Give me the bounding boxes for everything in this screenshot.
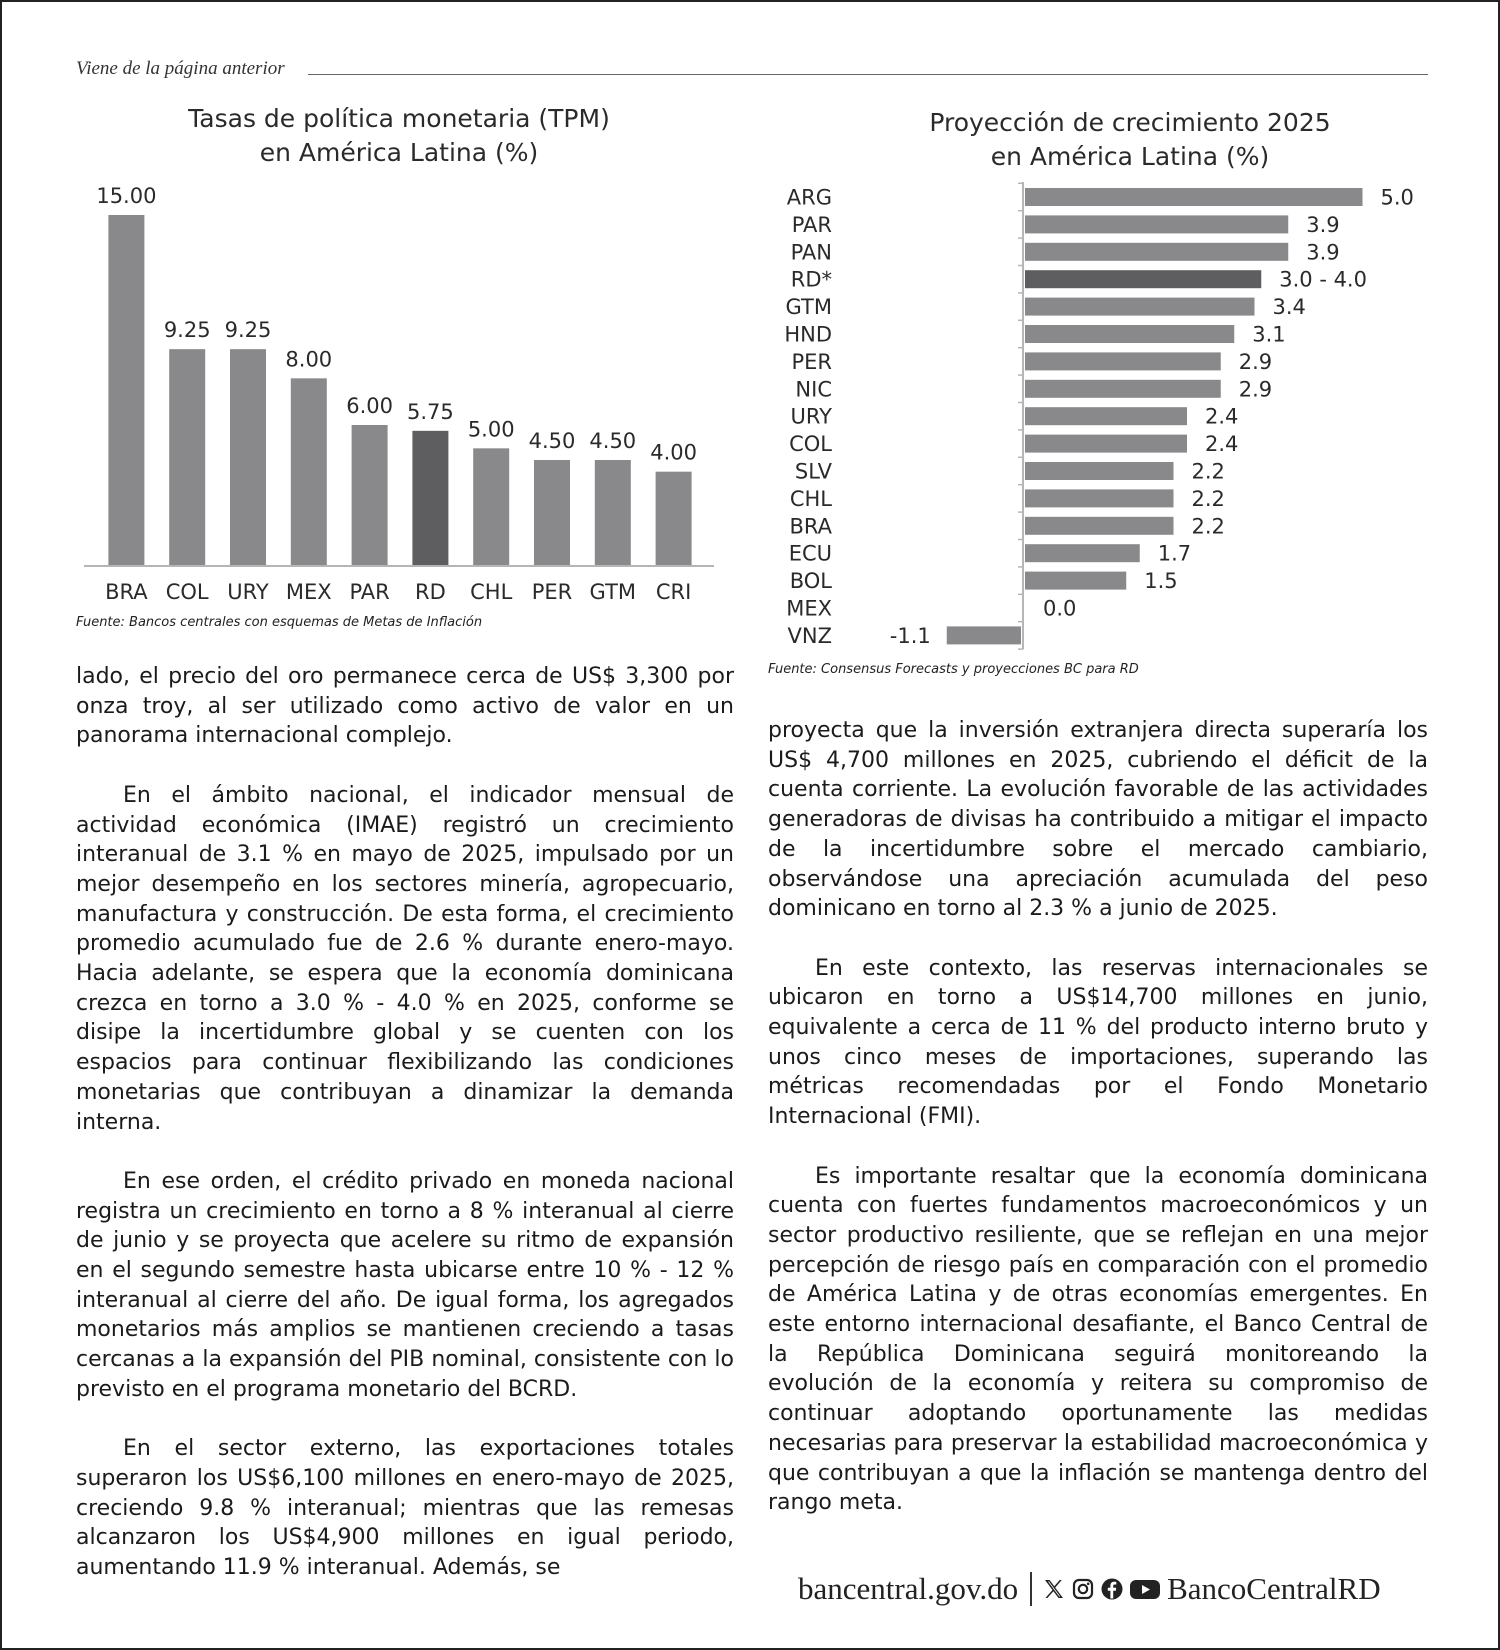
tick-label-rd: RD — [415, 580, 446, 604]
left-chart-title-line2: en América Latina (%) — [259, 138, 539, 167]
bar-label-mex: 8.00 — [285, 347, 333, 372]
bar-nic — [1025, 380, 1221, 398]
category-label-rd: RD* — [790, 267, 832, 292]
category-label-arg: ARG — [786, 185, 832, 210]
category-label-pan: PAN — [790, 240, 832, 265]
right-paragraph-2: En este contexto, las reservas internacionales se ubicaron en torno a US$14,700 millones en junio, equivalente a cerca de 11 % del producto interno bruto y unos cinco meses de importaciones, superando las métricas recomendadas por el Fondo Monetario Internacional (FMI). — [768, 955, 1428, 1130]
growth-projection-chart — [762, 180, 1452, 652]
category-label-par: PAR — [791, 212, 832, 237]
bar-chl — [1025, 489, 1174, 507]
bar-label-chl: 5.00 — [467, 417, 515, 442]
social-icons — [1042, 1577, 1161, 1601]
category-label-vnz: VNZ — [787, 623, 832, 648]
bar-label-per: 4.50 — [528, 429, 576, 453]
bar-label-ury: 2.4 — [1205, 404, 1239, 429]
bar-label-per: 2.9 — [1238, 349, 1273, 374]
bar-cri — [656, 472, 692, 565]
left-chart-title-line1: Tasas de política monetaria (TPM) — [188, 104, 610, 133]
policy-rate-chart — [74, 177, 734, 617]
category-label-chl: CHL — [789, 486, 832, 511]
bar-gtm — [595, 460, 631, 565]
bar-label-rd: 5.75 — [407, 399, 454, 424]
tick-label-mex: MEX — [285, 580, 332, 604]
bar-col — [1025, 435, 1187, 453]
category-label-mex: MEX — [786, 596, 832, 621]
facebook-icon[interactable] — [1100, 1577, 1124, 1601]
bar-label-slv: 2.2 — [1191, 459, 1225, 484]
tick-label-par: PAR — [349, 580, 390, 604]
page-footer — [798, 1567, 1398, 1611]
header-rule — [308, 74, 1428, 75]
left-chart-source: Fuente: Bancos centrales con esquemas de Metas de Inflación — [76, 615, 483, 630]
page-header — [76, 56, 1428, 86]
bar-rd — [1025, 270, 1261, 288]
tick-label-col: COL — [165, 580, 209, 604]
website-link[interactable]: bancentral.gov.do — [798, 1571, 1019, 1606]
tick-label-per: PER — [531, 580, 573, 604]
bar-per — [534, 460, 570, 565]
right-paragraph-1: proyecta que la inversión extranjera directa superaría los US$ 4,700 millones en 2025, cubriendo el déficit de la cuenta corriente. La evolución favorable de las actividades generadoras de divisas ha contribuido a mitigar el impacto de la incertidumbre sobre el mercado cambiario, observándose una apreciación acumulada del peso dominicano en torno al 2.3 % a junio de 2025. — [768, 718, 1428, 922]
bar-par — [352, 425, 388, 565]
left-paragraph-1: lado, el precio del oro permanece cerca de US$ 3,300 por onza troy, al ser utilizado como activo de valor en un panorama internacional complejo. — [76, 664, 734, 749]
bar-label-par: 3.9 — [1306, 212, 1340, 237]
category-label-bra: BRA — [789, 514, 832, 539]
bar-ecu — [1025, 544, 1140, 562]
bar-label-arg: 5.0 — [1380, 185, 1414, 210]
left-paragraph-3: En ese orden, el crédito privado en moneda nacional registra un crecimiento en torno a 8 % interanual al cierre de junio y se proyecta que acelere su ritmo de expansión en el segundo semestre hasta ubicarse entre 10 % - 12 % interanual al cierre del año. De igual forma, los agregados monetarios más amplios se mantienen creciendo a tasas cercanas a la expansión del PIB nominal, consistente con lo previsto en el programa monetario del BCRD. — [76, 1168, 734, 1402]
category-label-bol: BOL — [789, 569, 832, 594]
bar-label-bol: 1.5 — [1144, 569, 1178, 594]
tick-label-chl: CHL — [470, 580, 513, 604]
bar-label-bra: 2.2 — [1191, 514, 1225, 539]
bar-label-gtm: 4.50 — [589, 429, 637, 453]
bar-arg — [1025, 188, 1363, 206]
right-chart-title-line2: en América Latina (%) — [990, 142, 1270, 171]
bar-par — [1025, 215, 1288, 233]
footer-divider — [1030, 1572, 1032, 1606]
bar-label-col: 2.4 — [1205, 432, 1239, 457]
bar-label-hnd: 3.1 — [1252, 322, 1286, 347]
tick-label-ury: URY — [227, 580, 269, 604]
bar-bra — [108, 215, 144, 565]
x-icon[interactable] — [1042, 1577, 1066, 1601]
bar-hnd — [1025, 325, 1234, 343]
category-label-hnd: HND — [784, 322, 832, 347]
bar-label-ecu: 1.7 — [1157, 541, 1192, 566]
bar-pan — [1025, 243, 1288, 261]
bar-slv — [1025, 462, 1174, 480]
bar-label-par: 6.00 — [346, 394, 393, 418]
bar-label-col: 9.25 — [163, 318, 211, 343]
bar-bol — [1025, 572, 1126, 590]
category-label-ury: URY — [790, 404, 832, 429]
bar-label-chl: 2.2 — [1191, 486, 1225, 511]
category-label-per: PER — [791, 349, 832, 374]
right-paragraph-3: Es importante resaltar que la economía dominicana cuenta con fuertes fundamentos macroeconómicos y un sector productivo resiliente, que se reflejan en una mejor percepción de riesgo país en comparación con el promedio de América Latina y de otras economías emergentes. En este entorno internacional desafiante, el Banco Central de la República Dominicana seguirá monitoreando la evolución de la economía y reitera su compromiso de continuar adoptando oportunamente las medidas necesarias para preservar la estabilidad macroeconómica y que contribuyan a que la inflación se mantenga dentro del rango meta. — [768, 1163, 1428, 1516]
bar-label-gtm: 3.4 — [1272, 295, 1306, 320]
bar-per — [1025, 352, 1221, 370]
category-label-col: COL — [789, 432, 832, 457]
left-text-column — [76, 662, 734, 1583]
bar-rd — [412, 431, 448, 565]
youtube-icon[interactable] — [1129, 1577, 1161, 1601]
category-label-nic: NIC — [795, 377, 832, 402]
left-chart-title — [74, 102, 724, 170]
category-label-slv: SLV — [794, 459, 832, 484]
bar-ury — [230, 349, 266, 565]
bar-vnz — [947, 626, 1021, 644]
bar-label-bra: 15.00 — [96, 184, 157, 208]
bar-label-nic: 2.9 — [1238, 377, 1273, 402]
right-chart-title-line1: Proyección de crecimiento 2025 — [929, 108, 1331, 137]
left-paragraph-2: En el ámbito nacional, el indicador mensual de actividad económica (IMAE) registró un crecimiento interanual de 3.1 % en mayo de 2025, impulsado por un mejor desempeño en los sectores minería, agropecuario, manufactura y construcción. De esta forma, el crecimiento promedio acumulado fue de 2.6 % durante enero-mayo. Hacia adelante, se espera que la economía dominicana crezca en torno a 3.0 % - 4.0 % en 2025, conforme se disipe la incertidumbre global y se cuenten con los espacios para continuar flexibilizando las condiciones monetarias que contribuyan a dinamizar la demanda interna. — [76, 782, 734, 1135]
bar-label-cri: 4.00 — [650, 440, 697, 465]
left-paragraph-4: En el sector externo, las exportaciones totales superaron los US$6,100 millones en enero-mayo de 2025, creciendo 9.8 % interanual; mientras que las remesas alcanzaron los US$4,900 millones en igual periodo, aumentando 11.9 % interanual. Además, se — [76, 1436, 734, 1581]
bar-col — [169, 349, 205, 565]
right-chart-source: Fuente: Consensus Forecasts y proyecciones BC para RD — [768, 662, 1139, 677]
bar-bra — [1025, 517, 1174, 535]
bar-ury — [1025, 407, 1187, 425]
bar-label-vnz: -1.1 — [889, 623, 931, 648]
right-text-column — [768, 716, 1428, 1518]
right-chart-title — [850, 106, 1410, 174]
bar-gtm — [1025, 298, 1255, 316]
tick-label-gtm: GTM — [589, 580, 637, 604]
category-label-ecu: ECU — [788, 541, 832, 566]
bar-label-pan: 3.9 — [1306, 240, 1340, 265]
instagram-icon[interactable] — [1071, 1577, 1095, 1601]
continued-note: Viene de la página anterior — [76, 58, 285, 79]
category-label-gtm: GTM — [785, 295, 832, 320]
tick-label-cri: CRI — [655, 580, 692, 604]
tick-label-bra: BRA — [105, 580, 148, 604]
bar-mex — [291, 378, 327, 565]
bar-label-mex: 0.0 — [1043, 596, 1077, 621]
social-handle[interactable]: BancoCentralRD — [1167, 1571, 1381, 1606]
bar-label-ury: 9.25 — [224, 318, 272, 343]
bar-label-rd: 3.0 - 4.0 — [1279, 267, 1367, 292]
bar-chl — [473, 448, 509, 565]
